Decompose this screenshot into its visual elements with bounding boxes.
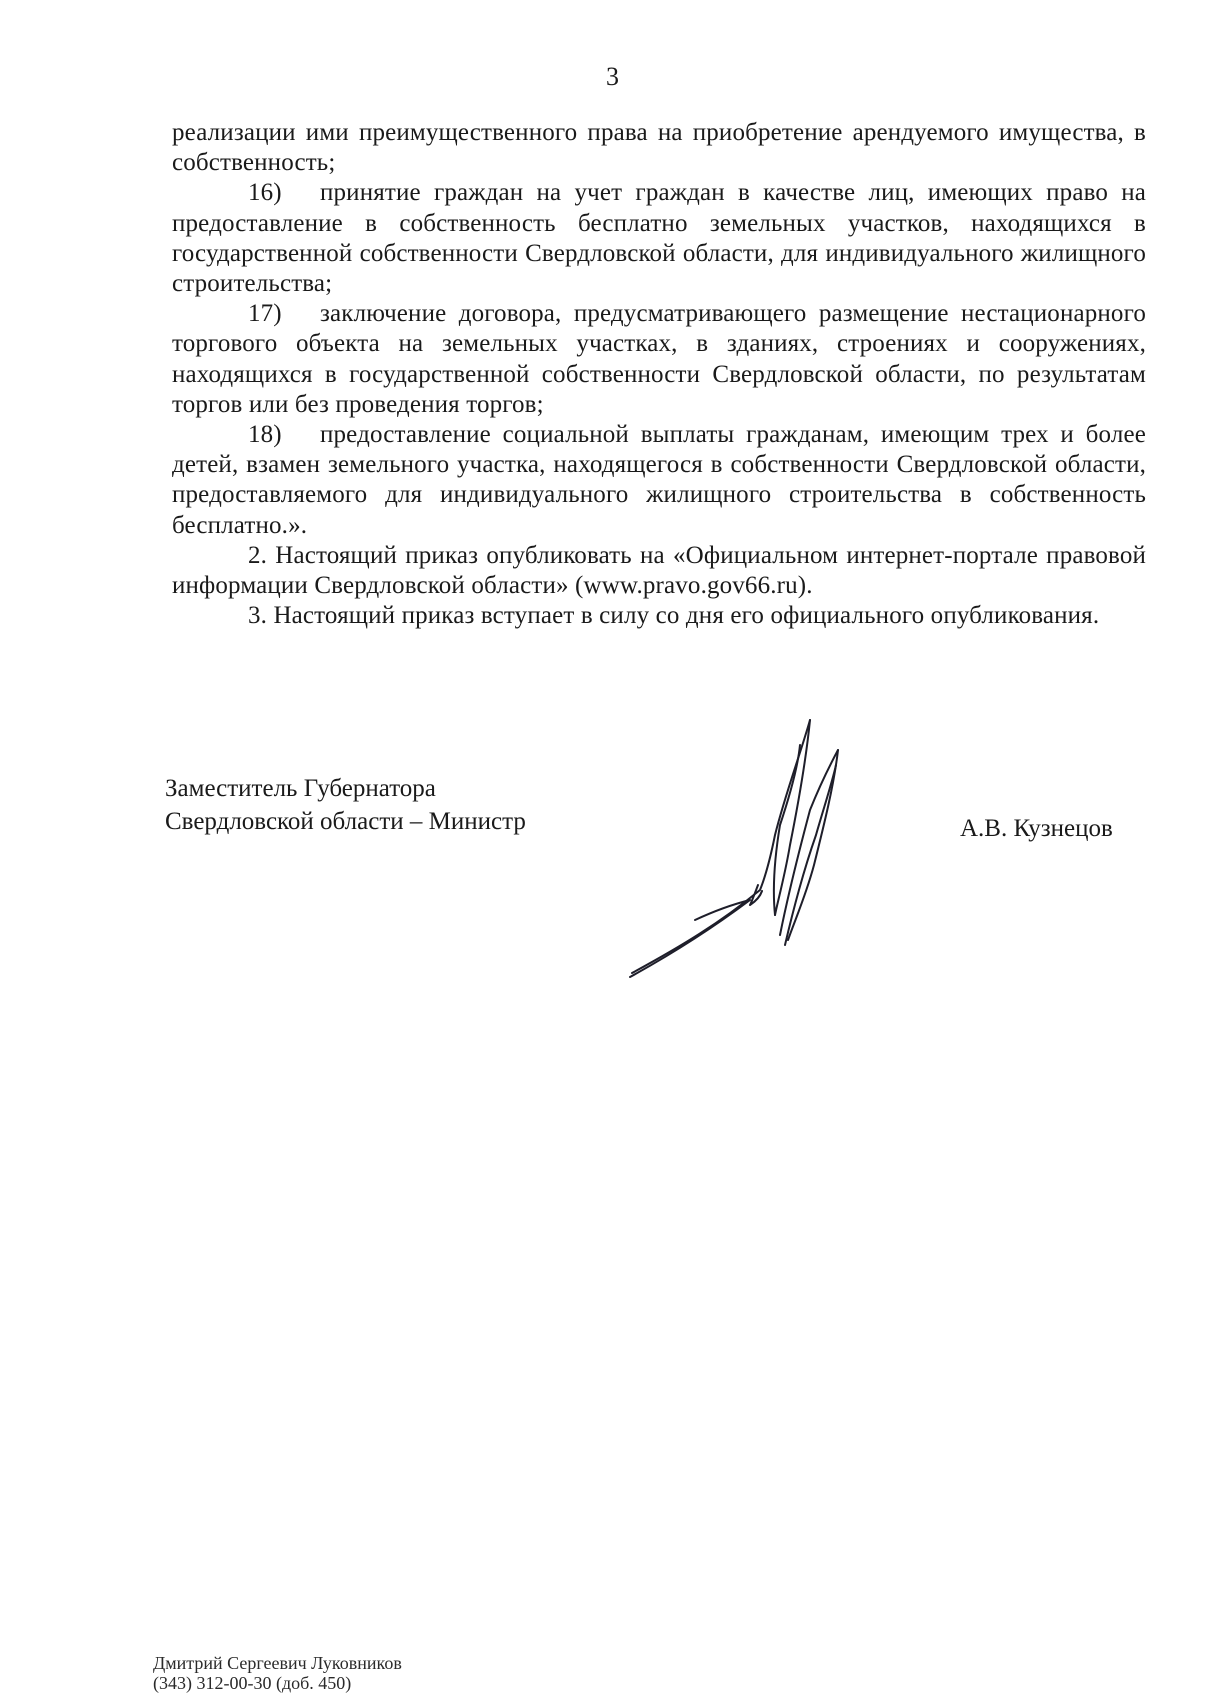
paragraph-17-number: 17) — [248, 300, 282, 328]
executor-phone: (343) 312-00-30 (доб. 450) — [153, 1673, 352, 1693]
paragraph-16 — [172, 178, 1146, 299]
signatory-name: А.В. Кузнецов — [960, 815, 1113, 842]
paragraph-16-number: 16) — [248, 179, 282, 207]
paragraph-18-number: 18) — [248, 421, 282, 449]
handwritten-signature — [610, 715, 860, 985]
paragraph-17 — [172, 299, 1146, 420]
paragraph-18-text: предоставление социальной выплаты гражданам, имеющим трех и более детей, взамен земельного участка, находящегося в собственности Свердловской области, предоставляемого для индивидуального жилищного строительства в собственность бесплатно.». — [172, 421, 1146, 539]
paragraph-2: 2. Настоящий приказ опубликовать на «Официальном интернет-портале правовой информации Свердловской области» (www.pravo.gov66.ru). — [172, 541, 1146, 600]
paragraph-16-text: принятие граждан на учет граждан в качестве лиц, имеющих право на предоставление в собственность бесплатно земельных участков, находящихся в государственной собственности Свердловской области, для индивидуального жилищного строительства; — [172, 179, 1146, 298]
paragraph-18 — [172, 420, 1146, 541]
paragraph-17-text: заключение договора, предусматривающего размещение нестационарного торгового объекта на земельных участках, в зданиях, строениях и сооружениях, находящихся в государственной собственности Свердловской области, по результатам торгов или без проведения торгов; — [172, 300, 1146, 418]
paragraph-3: 3. Настоящий приказ вступает в силу со дня его официального опубликования. — [248, 602, 1100, 630]
paragraph-15-tail: реализации ими преимущественного права на приобретение арендуемого имущества, в собственность; — [172, 119, 1146, 177]
executor-phone-clipped — [153, 1673, 383, 1693]
signatory-position-line-1: Заместитель Губернатора — [165, 775, 436, 802]
signatory-position — [165, 772, 526, 838]
signatory-position-line-2: Свердловской области – Министр — [165, 808, 526, 835]
page-number: 3 — [606, 62, 619, 91]
executor-name: Дмитрий Сергеевич Луковников — [153, 1653, 402, 1673]
document-body — [172, 118, 1146, 631]
